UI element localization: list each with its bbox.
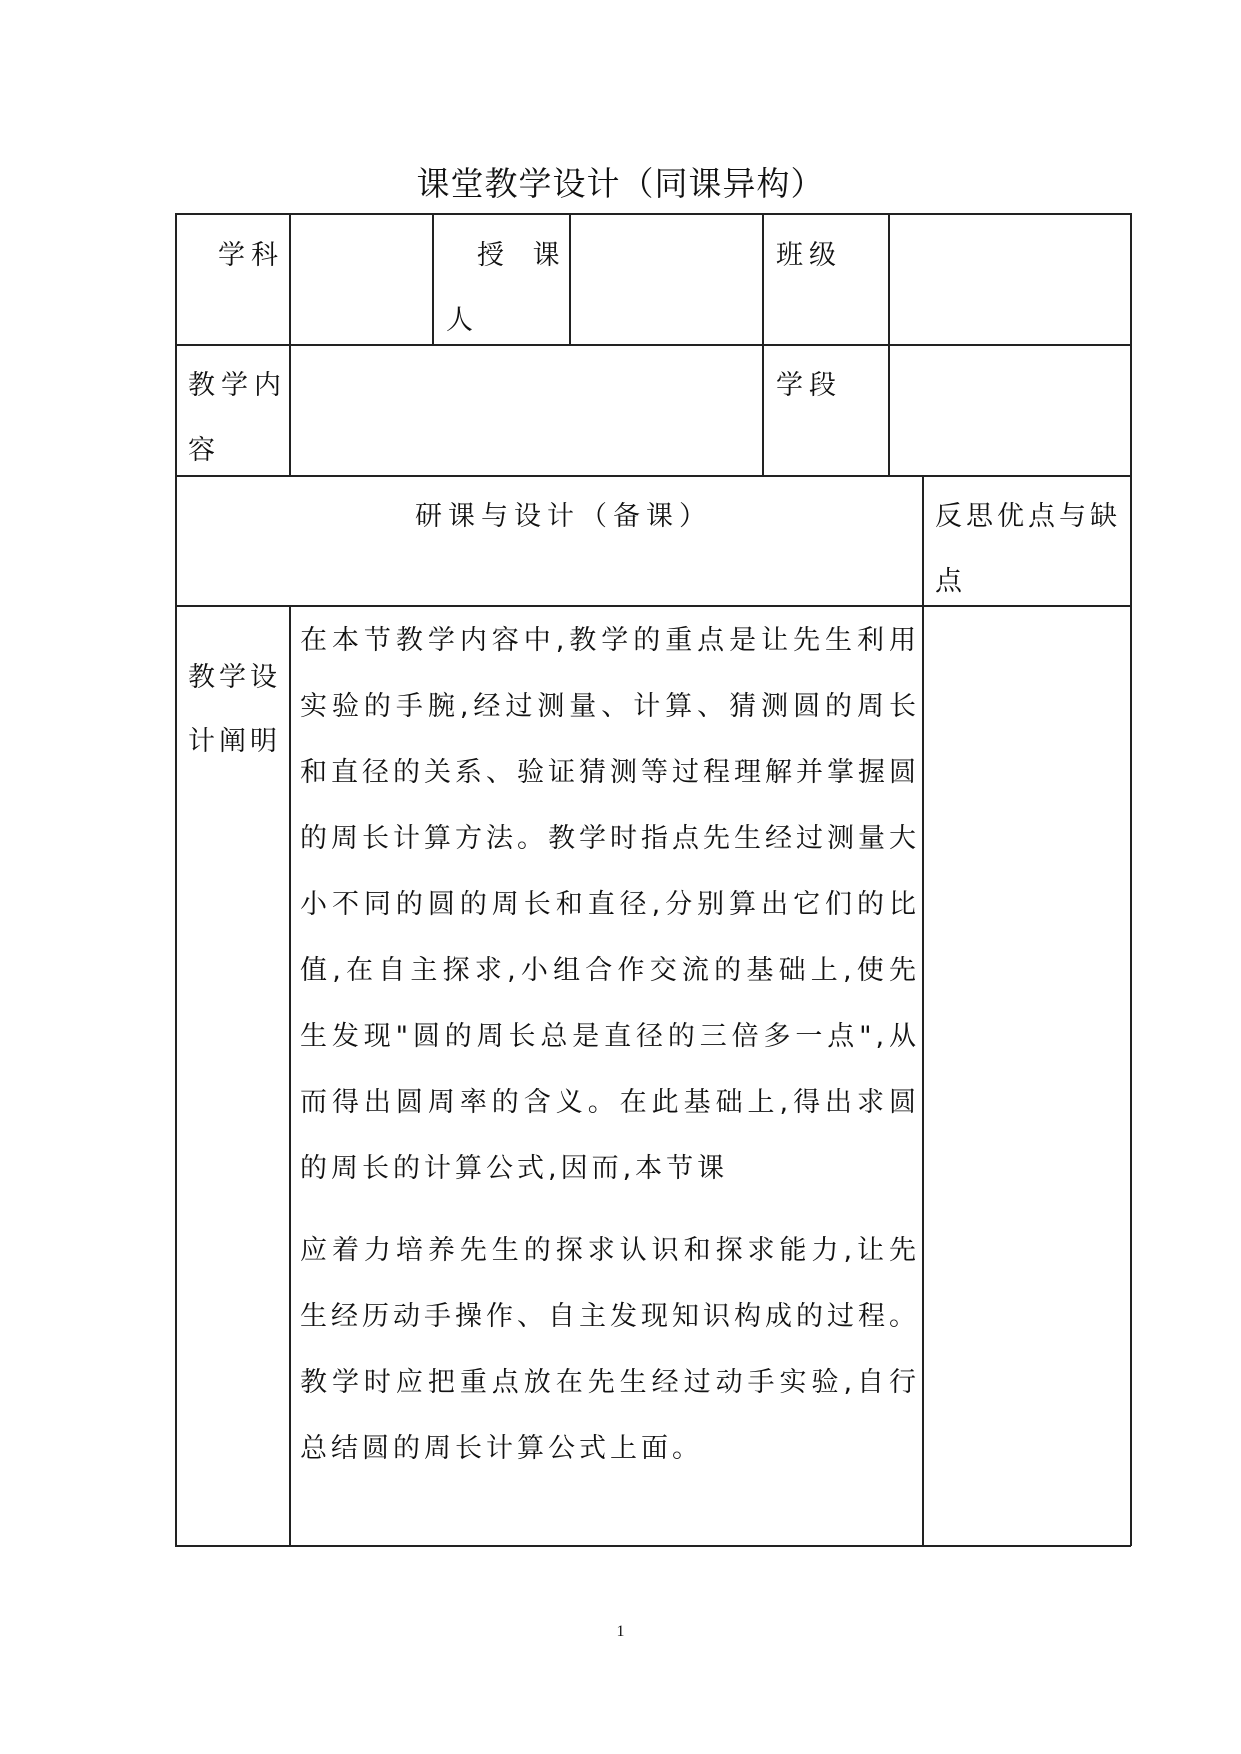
col-rule-2 — [432, 213, 434, 344]
table-border-left — [175, 213, 177, 1546]
design-explanation-paragraph-1: 在本节教学内容中,教学的重点是让先生利用实验的手腕,经过测量、计算、猜测圆的周长和直径的关系、验证猜测等过程理解并掌握圆的周长计算方法。教学时指点先生经过测量大小不同的圆的周长和直径,分别算出它们的比值,在自主探求,小组合作交流的基础上,使先生发现"圆的周长总是直径的三倍多一点",从而得出圆周率的含义。在此基础上,得出求圆的周长的计算公式,因而,本节课 — [300, 625, 920, 1184]
reflection-header-line2: 点 — [935, 566, 968, 597]
col-rule-reflection — [922, 475, 924, 1546]
design-explanation-paragraph-2: 应着力培养先生的探求认识和探求能力,让先生经历动手操作、自主发现知识构成的过程。教学时应把重点放在先生经过动手实验,自行总结圆的周长计算公式上面。 — [300, 1235, 920, 1464]
table-border-top — [175, 213, 1131, 215]
class-label: 班级 — [776, 240, 842, 271]
table-rule-row2 — [175, 475, 1131, 477]
content-label-line1: 教学内 — [188, 370, 287, 401]
col-rule-5 — [888, 213, 890, 475]
table-border-right — [1130, 213, 1132, 1546]
design-header: 研课与设计（备课） — [415, 501, 712, 532]
design-explanation-label-line2: 计阐明 — [188, 726, 281, 757]
table-rule-row1 — [175, 344, 1131, 346]
col-rule-4 — [762, 213, 764, 475]
reflection-header-line1: 反思优点与缺 — [935, 501, 1121, 532]
design-explanation-label-line1: 教学设 — [188, 662, 281, 693]
subject-label: 学科 — [218, 240, 284, 271]
col-rule-1 — [289, 213, 291, 475]
teacher-label-line2: 人 — [446, 305, 479, 336]
content-label-line2: 容 — [188, 435, 221, 466]
document-title: 课堂教学设计（同课异构） — [416, 164, 825, 203]
stage-label: 学段 — [776, 370, 842, 401]
table-rule-row3 — [175, 605, 1131, 607]
teacher-label-line1: 授 课 — [477, 240, 570, 271]
table-border-bottom — [175, 1545, 1131, 1547]
page-number: 1 — [616, 1623, 625, 1640]
col-rule-label — [289, 605, 291, 1546]
